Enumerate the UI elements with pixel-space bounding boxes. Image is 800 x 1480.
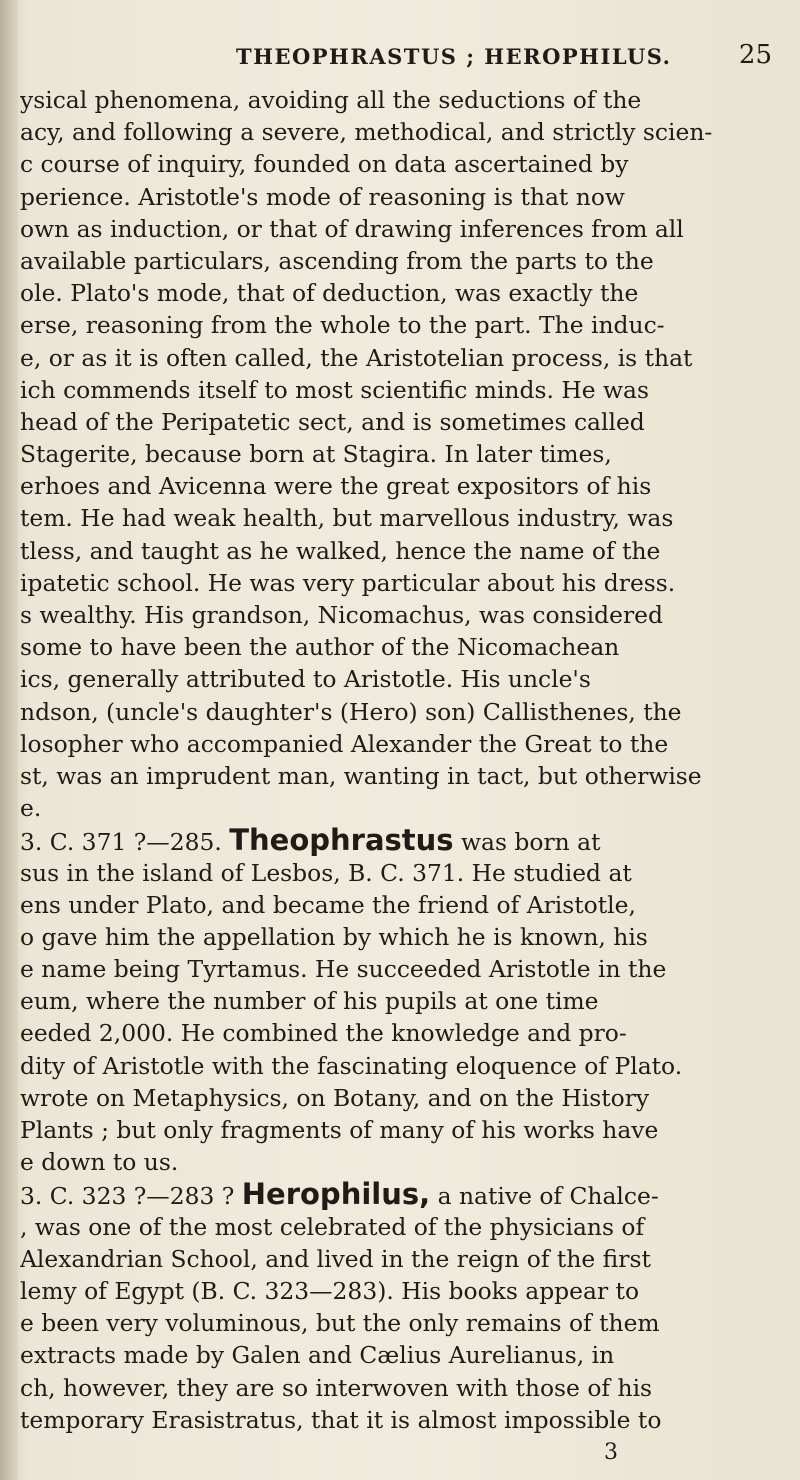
text-line: available particulars, ascending from the parts to the: [20, 246, 654, 275]
entry-first-line-rest: was born at: [460, 828, 601, 857]
text-line: wrote on Metaphysics, on Botany, and on the History: [20, 1083, 650, 1112]
text-line: ics, generally attributed to Aristotle. His uncle's: [20, 665, 591, 694]
text-line: Stagerite, because born at Stagira. In later times,: [20, 440, 612, 469]
text-line: erse, reasoning from the whole to the part. The induc-: [20, 311, 665, 340]
text-line: ndson, (uncle's daughter's (Hero) son) Callisthenes, the: [20, 697, 682, 726]
paragraph-theophrastus: [20, 824, 795, 1178]
entry-dates: 3. C. 323 ?—283 ?: [20, 1182, 235, 1211]
text-line: ole. Plato's mode, that of deduction, was exactly the: [20, 279, 639, 308]
text-line: e been very voluminous, but the only remains of them: [20, 1309, 660, 1338]
paragraph-herophilus: [20, 1178, 795, 1436]
text-line: head of the Peripatetic sect, and is sometimes called: [20, 407, 645, 436]
text-line: losopher who accompanied Alexander the Great to the: [20, 729, 669, 758]
text-line: e name being Tyrtamus. He succeeded Aristotle in the: [20, 955, 667, 984]
text-line: sus in the island of Lesbos, B. C. 371. He studied at: [20, 858, 632, 887]
text-line: e down to us.: [20, 1148, 179, 1177]
text-line: ch, however, they are so interwoven with those of his: [20, 1373, 653, 1402]
text-line: some to have been the author of the Nicomachean: [20, 633, 620, 662]
text-line: e.: [20, 794, 42, 823]
text-line: s wealthy. His grandson, Nicomachus, was considered: [20, 601, 663, 629]
text-line: Plants ; but only fragments of many of his works have: [20, 1116, 659, 1144]
text-line: c course of inquiry, founded on data ascertained by: [20, 150, 629, 179]
page-header: [0, 40, 800, 74]
text-line: acy, and following a severe, methodical, and strictly scien-: [20, 118, 713, 147]
text-line: Alexandrian School, and lived in the reign of the first: [20, 1244, 651, 1273]
text-line: ens under Plato, and became the friend of Aristotle,: [20, 890, 636, 919]
entry-first-line-rest: a native of Chalce-: [437, 1182, 659, 1211]
running-head: THEOPHRASTUS ; HEROPHILUS.: [236, 44, 672, 69]
text-line: erhoes and Avicenna were the great expositors of his: [20, 472, 652, 501]
signature-mark: 3: [604, 1440, 618, 1465]
text-line: own as induction, or that of drawing inferences from all: [20, 214, 684, 243]
entry-dates: 3. C. 371 ?—285.: [20, 828, 222, 857]
page-gutter: [0, 0, 18, 1480]
body-text: [20, 84, 795, 1436]
text-line: , was one of the most celebrated of the physicians of: [20, 1212, 645, 1241]
text-line: o gave him the appellation by which he is known, his: [20, 922, 648, 951]
text-line: tless, and taught as he walked, hence the name of the: [20, 536, 661, 565]
text-line: e, or as it is often called, the Aristotelian process, is that: [20, 343, 693, 372]
paragraph-first-line: [20, 824, 795, 856]
entry-name: Theophrastus: [229, 823, 454, 858]
text-line: extracts made by Galen and Cælius Aurelianus, in: [20, 1341, 615, 1370]
text-line: ich commends itself to most scientific minds. He was: [20, 375, 649, 404]
text-line: lemy of Egypt (B. C. 323—283). His books appear to: [20, 1276, 640, 1305]
text-line: tem. He had weak health, but marvellous industry, was: [20, 504, 674, 533]
text-line: perience. Aristotle's mode of reasoning is that now: [20, 182, 625, 211]
text-line: ysical phenomena, avoiding all the seductions of the: [20, 86, 642, 114]
paragraph-aristotle: [20, 84, 795, 824]
text-line: dity of Aristotle with the fascinating eloquence of Plato.: [20, 1051, 683, 1080]
text-line: eeded 2,000. He combined the knowledge and pro-: [20, 1019, 627, 1048]
text-line: temporary Erasistratus, that it is almost impossible to: [20, 1405, 662, 1434]
paragraph-first-line: [20, 1178, 795, 1210]
text-line: ipatetic school. He was very particular about his dress.: [20, 568, 676, 597]
entry-name: Herophilus,: [241, 1177, 431, 1212]
text-line: eum, where the number of his pupils at one time: [20, 987, 599, 1016]
page-number: 25: [738, 40, 772, 70]
text-line: st, was an imprudent man, wanting in tact, but otherwise: [20, 761, 702, 790]
